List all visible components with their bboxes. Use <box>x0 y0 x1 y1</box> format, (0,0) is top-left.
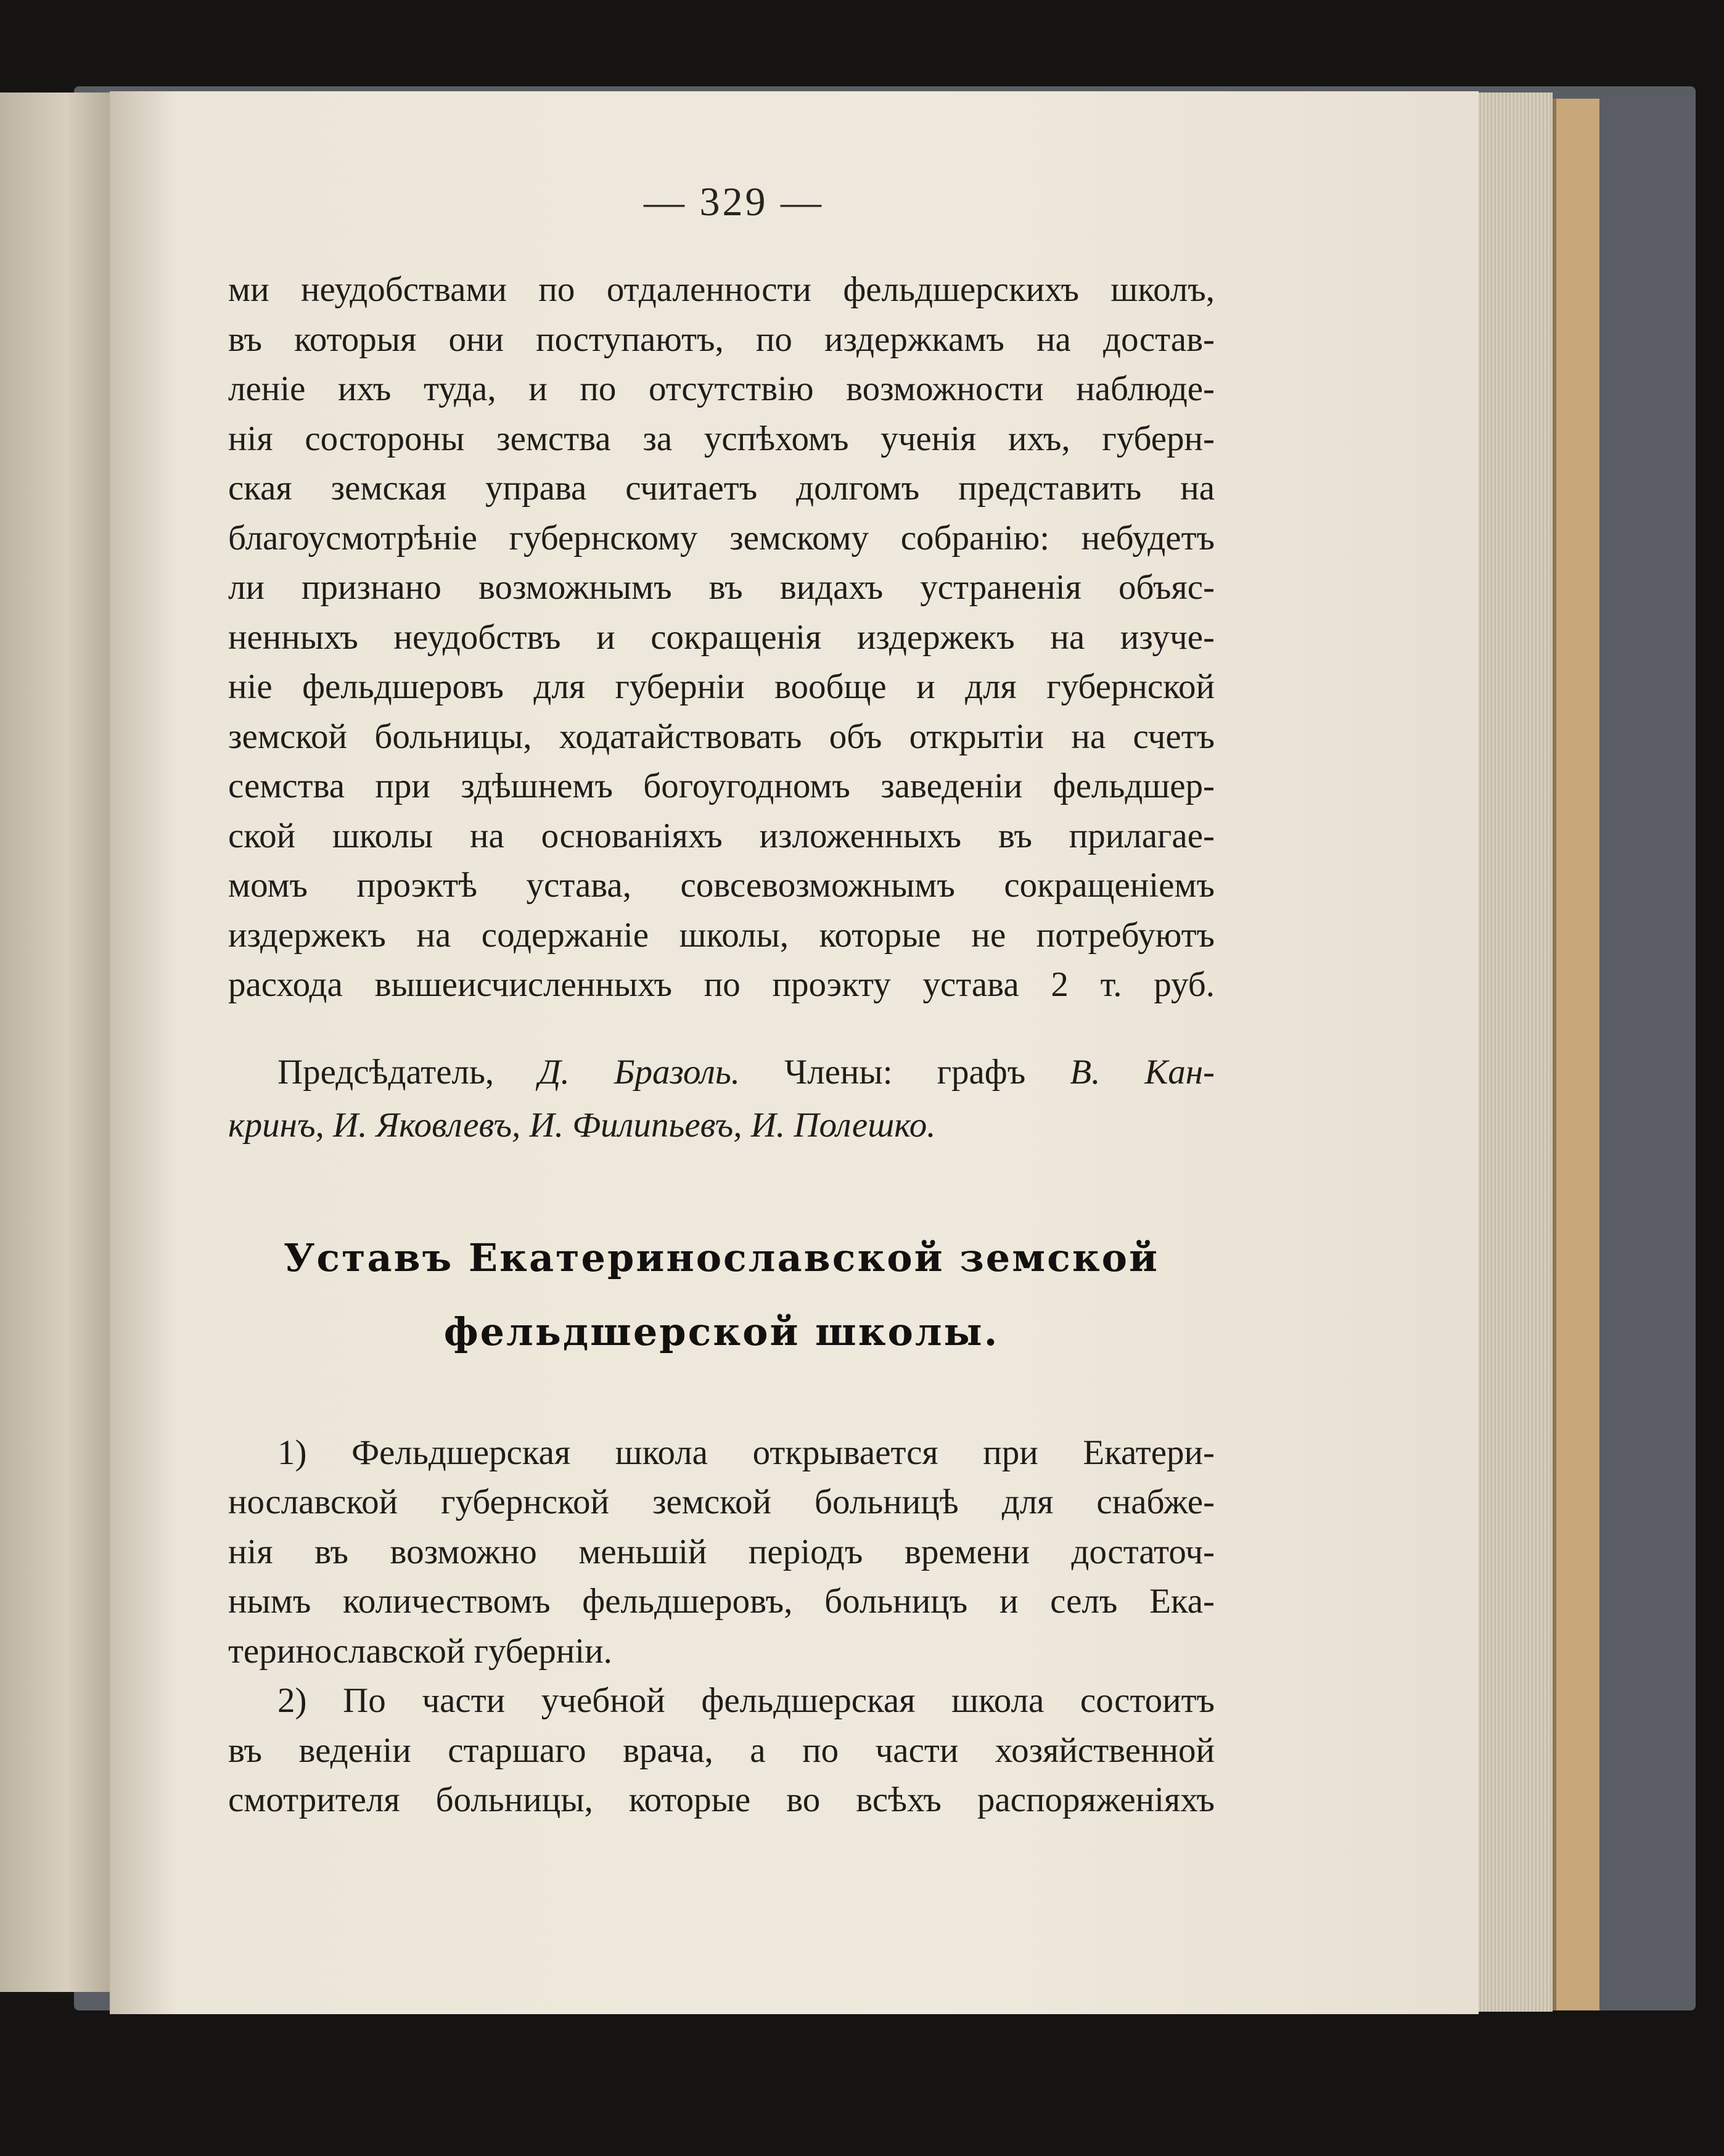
page-block-edges <box>1479 93 1553 2012</box>
cover-board <box>1553 99 1599 2010</box>
text-line: земской больницы, ходатайствовать объ открытіи на счетъ <box>228 717 1215 756</box>
text-line: расхода вышеисчисленныхъ по проэкту устава 2 т. руб. <box>228 965 1215 1004</box>
text-line: теринославской губерніи. <box>228 1631 612 1671</box>
text-line: нія состороны земства за успѣхомъ ученія ихъ, губерн- <box>228 419 1215 458</box>
page-text <box>228 265 1215 1825</box>
text-line: ской школы на основаніяхъ изложенныхъ въ прилагае- <box>228 816 1215 855</box>
text-line: смотрителя больницы, которые во всѣхъ распоряженіяхъ <box>228 1780 1215 1819</box>
member-name: В. Кан- <box>1070 1052 1215 1092</box>
members-label: Члены: графъ <box>784 1052 1026 1092</box>
left-page-edge <box>0 93 110 1992</box>
text-line: въ которыя они поступаютъ, по издержкамъ на достав- <box>228 319 1215 359</box>
member-name: кринъ, <box>228 1105 324 1145</box>
text-line: издержекъ на содержаніе школы, которые не потребуютъ <box>228 915 1215 955</box>
text-line: ли признано возможнымъ въ видахъ устраненія объяс- <box>228 568 1215 607</box>
text-line: ская земская управа считаетъ долгомъ представить на <box>228 469 1215 508</box>
member-name: И. Полешко. <box>750 1105 936 1145</box>
signature-line <box>228 1099 1215 1152</box>
text-line: леніе ихъ туда, и по отсутствію возможности наблюде- <box>228 369 1215 408</box>
chairman-label: Предсѣдатель, <box>277 1052 495 1092</box>
signatures <box>228 1046 1215 1152</box>
text-line: ми неудобствами по отдаленности фельдшерскихъ школъ, <box>228 270 1215 309</box>
page-number: — 329 — <box>644 179 824 224</box>
text-line: нославской губернской земской больницѣ для снабже- <box>228 1483 1215 1521</box>
text-line: ніе фельдшеровъ для губерніи вообще и для губернской <box>228 667 1215 706</box>
statute-paragraph-1 <box>228 1428 1215 1677</box>
member-name: И. Яковлевъ, <box>333 1105 521 1145</box>
section-heading: Уставъ Екатеринославской земской <box>284 1235 1159 1280</box>
section-heading: фельдшерской школы. <box>443 1309 1000 1354</box>
member-name: И. Филипьевъ, <box>529 1105 742 1145</box>
text-line: 1) Фельдшерская школа открывается при Екатери- <box>277 1433 1215 1472</box>
statute-paragraph-2 <box>228 1676 1215 1825</box>
text-line: нымъ количествомъ фельдшеровъ, больницъ и селъ Ека- <box>228 1582 1215 1621</box>
intro-paragraph <box>228 265 1215 1010</box>
chairman-name: Д. Бразоль. <box>538 1052 741 1092</box>
text-line: семства при здѣшнемъ богоугодномъ заведеніи фельдшер- <box>228 767 1215 805</box>
text-line: 2) По части учебной фельдшерская школа состоитъ <box>277 1681 1215 1720</box>
text-line: момъ проэктѣ устава, совсевозможнымъ сокращеніемъ <box>228 866 1215 905</box>
text-line: ненныхъ неудобствъ и сокращенія издержекъ на изуче- <box>228 617 1215 657</box>
text-line: въ веденіи старшаго врача, а по части хозяйственной <box>228 1730 1215 1770</box>
text-line: нія въ возможно меньшій періодъ времени достаточ- <box>228 1532 1215 1571</box>
signature-line <box>228 1046 1215 1099</box>
text-line: благоусмотрѣніе губернскому земскому собранію: небудетъ <box>228 518 1215 558</box>
